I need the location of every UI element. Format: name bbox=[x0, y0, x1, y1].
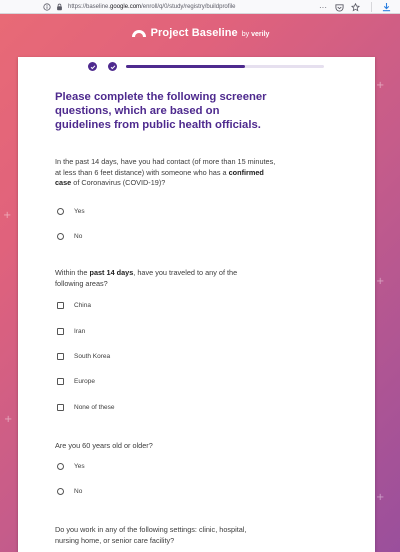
checkbox[interactable] bbox=[57, 404, 64, 411]
question-contact: In the past 14 days, have you had contact (of more than 15 minutes, at less than 6 feet distance) with someone who has a confirmed case of Coronavirus (COVID-19)? bbox=[55, 157, 276, 187]
pocket-icon[interactable] bbox=[333, 1, 345, 13]
travel-europe-checkbox[interactable]: Europe bbox=[57, 378, 95, 385]
decorative-plus-icon: + bbox=[376, 492, 385, 503]
radio-button[interactable] bbox=[57, 463, 64, 470]
question-healthcare-work: Do you work in any of the following settings: clinic, hospital, nursing home, or senior care facility? bbox=[55, 525, 247, 545]
info-icon[interactable] bbox=[42, 2, 52, 12]
download-icon[interactable] bbox=[380, 1, 392, 13]
brand-byline: by verily bbox=[241, 30, 270, 38]
checkbox[interactable] bbox=[57, 378, 64, 385]
question-travel: Within the past 14 days, have you traveled to any of the following areas? bbox=[55, 268, 238, 288]
browser-toolbar bbox=[0, 0, 400, 14]
radio-button[interactable] bbox=[57, 488, 64, 495]
travel-iran-checkbox[interactable]: Iran bbox=[57, 328, 85, 335]
age-no-radio[interactable]: No bbox=[57, 488, 82, 495]
brand-name[interactable]: Project Baseline bbox=[150, 27, 238, 39]
progress-bar bbox=[126, 65, 324, 68]
decorative-plus-icon: + bbox=[376, 80, 385, 91]
contact-yes-radio[interactable]: Yes bbox=[57, 208, 85, 215]
page-title: Please complete the following screener questions, which are based on guidelines from public health officials. bbox=[55, 91, 267, 131]
progress-bar-fill bbox=[126, 65, 245, 68]
progress-indicator bbox=[18, 57, 375, 77]
radio-button[interactable] bbox=[57, 233, 64, 240]
baseline-logo-icon[interactable] bbox=[131, 27, 147, 39]
address-bar[interactable]: https://baseline.google.com/enroll/q/0/study/registry/buildprofile bbox=[68, 3, 236, 10]
toolbar-divider bbox=[371, 2, 372, 12]
travel-south-korea-checkbox[interactable]: South Korea bbox=[57, 353, 110, 360]
decorative-plus-icon: + bbox=[4, 414, 13, 425]
checkbox[interactable] bbox=[57, 328, 64, 335]
decorative-plus-icon: + bbox=[376, 276, 385, 287]
contact-no-radio[interactable]: No bbox=[57, 233, 82, 240]
screener-card bbox=[18, 57, 375, 552]
checkbox[interactable] bbox=[57, 302, 64, 309]
site-header bbox=[0, 20, 400, 46]
question-age: Are you 60 years old or older? bbox=[55, 441, 153, 450]
more-icon[interactable]: ··· bbox=[319, 2, 327, 12]
decorative-plus-icon: + bbox=[3, 210, 12, 221]
step-complete-check-icon bbox=[108, 62, 117, 71]
age-yes-radio[interactable]: Yes bbox=[57, 463, 85, 470]
lock-icon[interactable] bbox=[54, 2, 64, 12]
travel-none-checkbox[interactable]: None of these bbox=[57, 404, 114, 411]
star-icon[interactable] bbox=[349, 1, 361, 13]
checkbox[interactable] bbox=[57, 353, 64, 360]
step-complete-check-icon bbox=[88, 62, 97, 71]
travel-china-checkbox[interactable]: China bbox=[57, 302, 91, 309]
radio-button[interactable] bbox=[57, 208, 64, 215]
